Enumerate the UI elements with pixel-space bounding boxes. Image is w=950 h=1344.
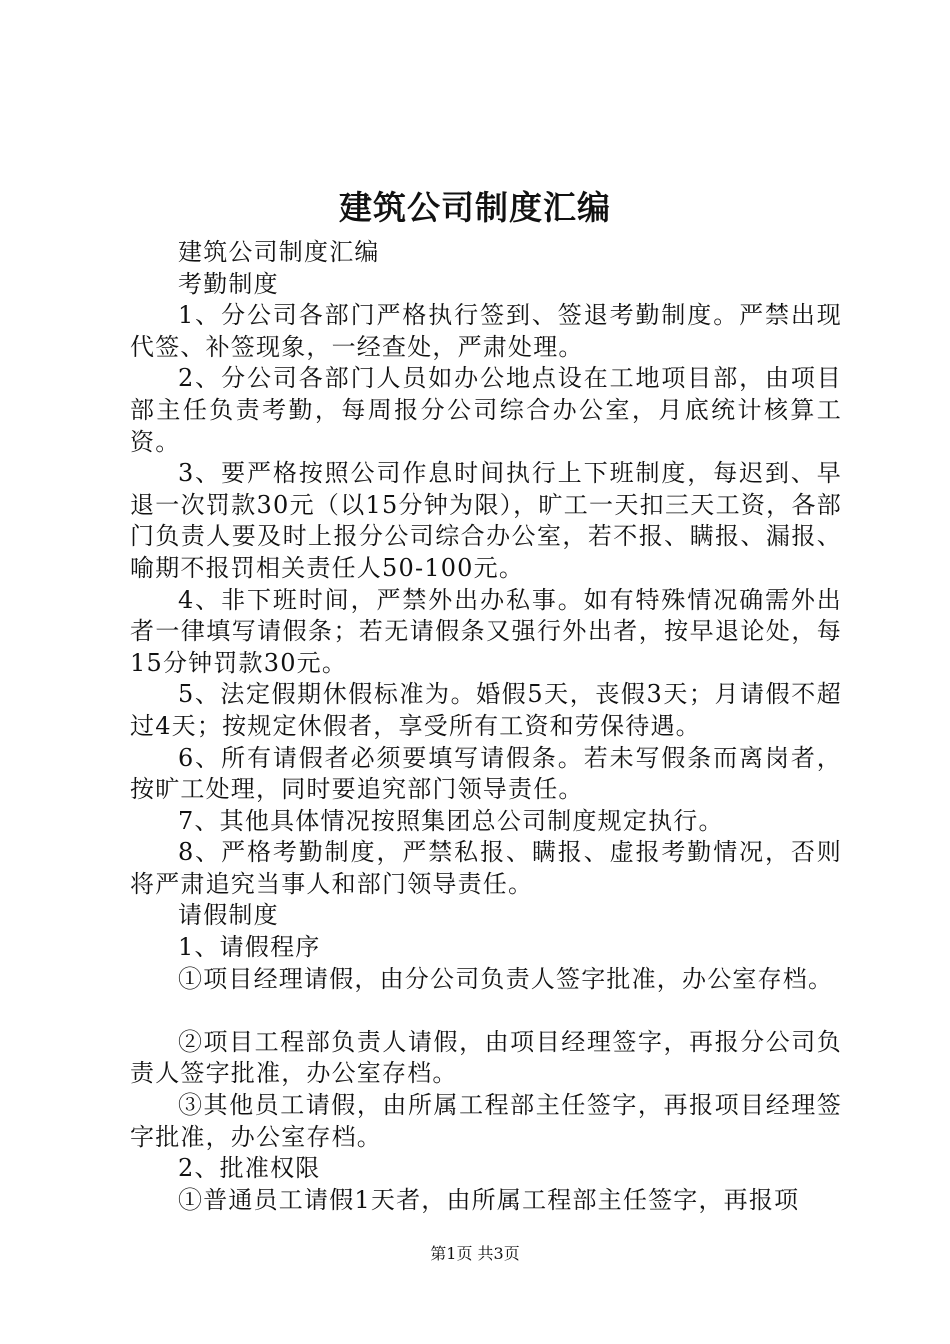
paragraph-attendance-3: 3、要严格按照公司作息时间执行上下班制度，每迟到、早退一次罚款30元（以15分钟为限），旷工一天扣三天工资，各部门负责人要及时上报分公司综合办公室，若不报、瞒报、漏报、喻期不报罚相关责任人50-100元。: [130, 459, 842, 582]
paragraph-attendance-1: 1、分公司各部门严格执行签到、签退考勤制度。严禁出现代签、补签现象，一经查处，严肃处理。: [130, 301, 842, 361]
paragraph-leave-procedure-1: ①项目经理请假，由分公司负责人签字批准，办公室存档。: [178, 964, 834, 993]
paragraph-leave-authority: 2、批准权限: [178, 1154, 321, 1183]
paragraph-attendance-6: 6、所有请假者必须要填写请假条。若未写假条而离岗者，按旷工处理，同时要追究部门领导责任。: [130, 743, 842, 804]
paragraph-attendance-2: 2、分公司各部门人员如办公地点设在工地项目部，由项目部主任负责考勤，每周报分公司综合办公室，月底统计核算工资。: [130, 364, 842, 456]
paragraph-leave-procedure-3: ③其他员工请假，由所属工程部主任签字，再报项目经理签字批准，办公室存档。: [130, 1091, 842, 1151]
page-number-footer: 第1页 共3页: [430, 1244, 520, 1263]
paragraph-heading-doc: 建筑公司制度汇编: [178, 238, 380, 266]
paragraph-leave-authority-1: ①普通员工请假1天者，由所属工程部主任签字，再报项: [178, 1185, 800, 1214]
paragraph-attendance-4: 4、非下班时间，严禁外出办私事。如有特殊情况确需外出者一律填写请假条；若无请假条又强行外出者，按早退论处，每15分钟罚款30元。: [130, 585, 842, 677]
paragraph-heading-attendance: 考勤制度: [178, 269, 279, 298]
document-body: [130, 237, 842, 1216]
paragraph-attendance-5: 5、法定假期休假标准为。婚假5天，丧假3天；月请假不超过4天；按规定休假者，享受所有工资和劳保待遇。: [130, 680, 842, 740]
paragraph-heading-leave: 请假制度: [178, 901, 279, 930]
paragraph-attendance-7: 7、其他具体情况按照集团总公司制度规定执行。: [178, 806, 724, 835]
paragraph-attendance-8: 8、严格考勤制度，严禁私报、瞒报、虚报考勤情况，否则将严肃追究当事人和部门领导责任。: [130, 838, 842, 898]
paragraph-leave-procedure: 1、请假程序: [178, 933, 321, 962]
paragraph-leave-procedure-2: ②项目工程部负责人请假，由项目经理签字，再报分公司负责人签字批准，办公室存档。: [130, 1027, 842, 1088]
document-title: 建筑公司制度汇编: [339, 188, 611, 227]
